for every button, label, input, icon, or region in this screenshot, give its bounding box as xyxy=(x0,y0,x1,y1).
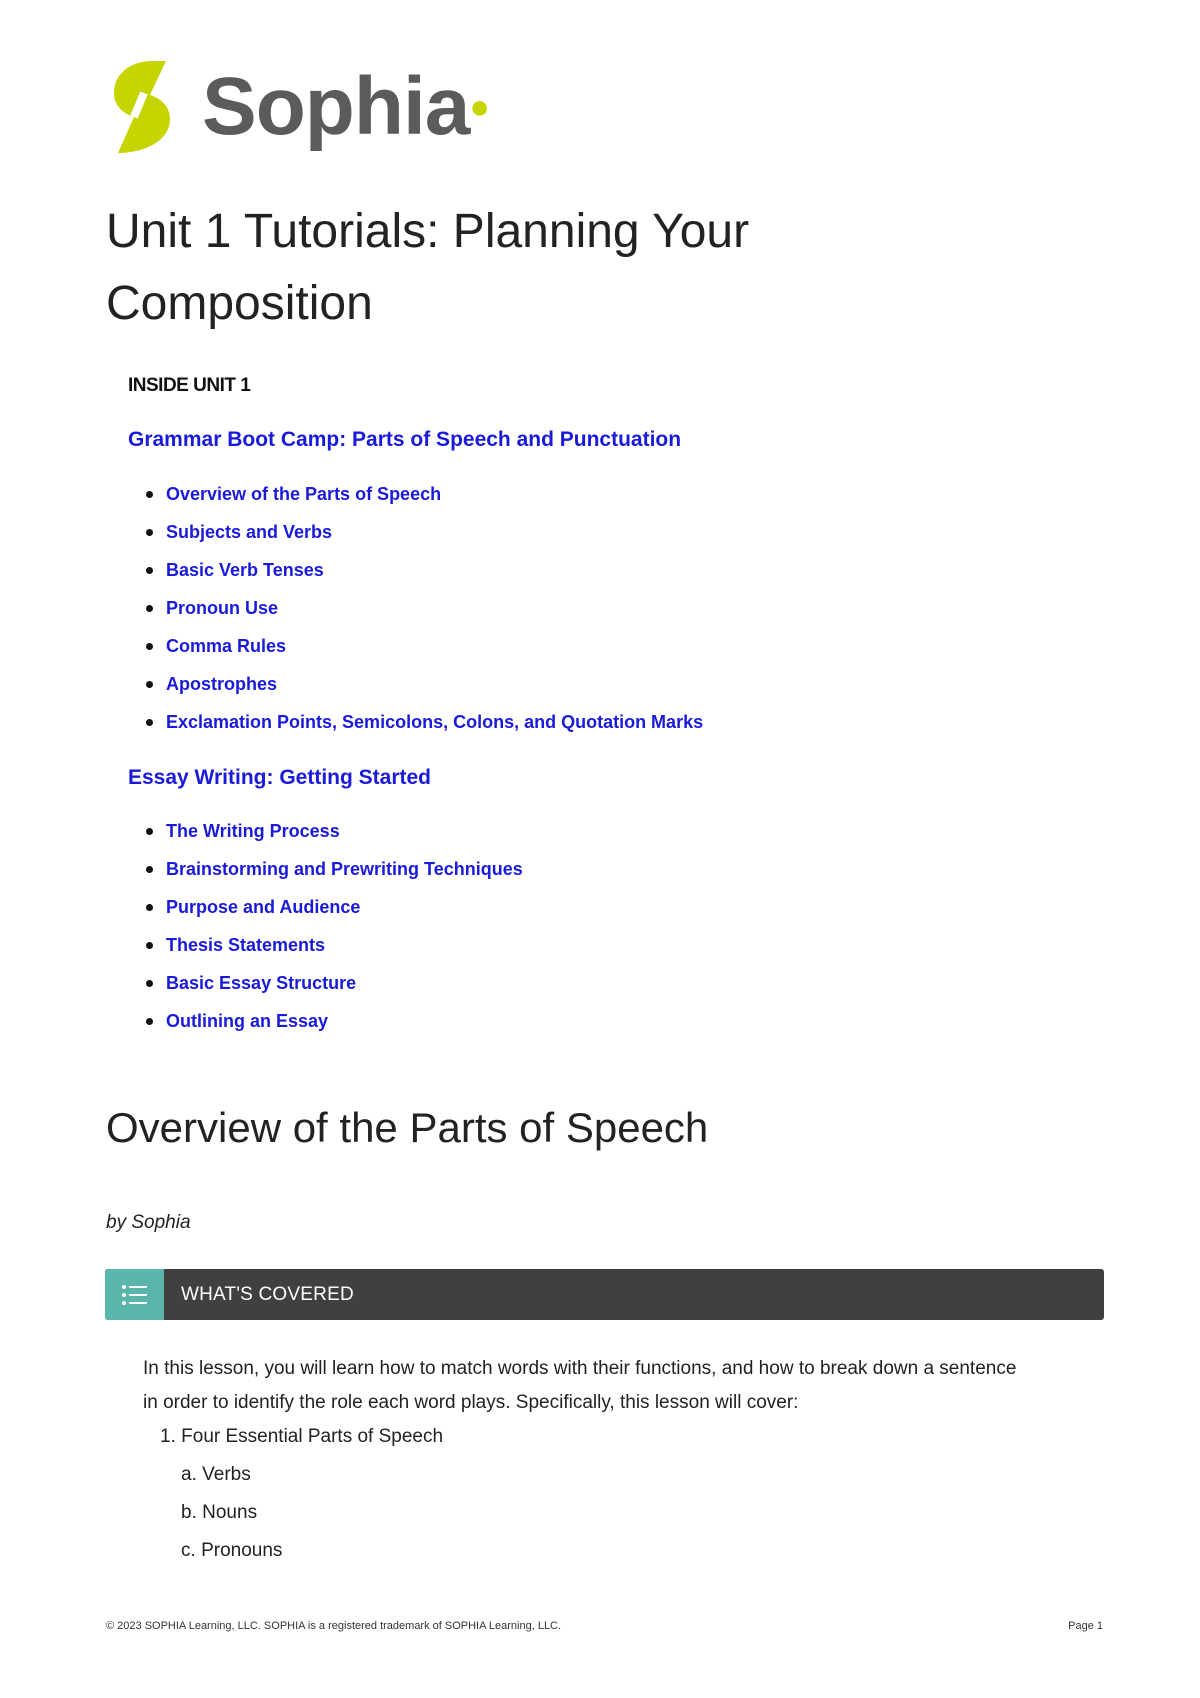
lesson-title: Overview of the Parts of Speech xyxy=(106,1104,709,1151)
link-outlining-essay[interactable]: Outlining an Essay xyxy=(146,1002,523,1040)
inside-unit-label: INSIDE UNIT 1 xyxy=(128,375,251,396)
list-icon xyxy=(105,1269,164,1320)
link-pronoun-use[interactable]: Pronoun Use xyxy=(146,589,703,627)
section-link-grammar-boot-camp[interactable]: Grammar Boot Camp: Parts of Speech and Punctuation xyxy=(128,428,682,451)
outline-item xyxy=(181,1502,257,1524)
outline-item xyxy=(181,1464,251,1486)
link-apostrophes[interactable]: Apostrophes xyxy=(146,665,703,703)
link-purpose-audience[interactable]: Purpose and Audience xyxy=(146,888,523,926)
essay-links-list xyxy=(146,812,523,1040)
outline-item xyxy=(181,1540,282,1562)
link-comma-rules[interactable]: Comma Rules xyxy=(146,627,703,665)
link-thesis-statements[interactable]: Thesis Statements xyxy=(146,926,523,964)
link-basic-verb-tenses[interactable]: Basic Verb Tenses xyxy=(146,551,703,589)
outline-text: Four Essential Parts of Speech xyxy=(181,1426,444,1447)
link-overview-parts-of-speech[interactable]: Overview of the Parts of Speech xyxy=(146,475,703,513)
document-title: Unit 1 Tutorials: Planning Your Composition xyxy=(106,205,750,330)
outline-text: Nouns xyxy=(202,1502,258,1523)
sophia-logo xyxy=(104,56,490,158)
outline-marker: b. xyxy=(181,1502,197,1523)
outline-item xyxy=(160,1426,443,1448)
whats-covered-bar xyxy=(105,1269,1104,1320)
link-basic-essay-structure[interactable]: Basic Essay Structure xyxy=(146,964,523,1002)
outline-marker: 1. xyxy=(160,1426,176,1447)
link-exclamation-points[interactable]: Exclamation Points, Semicolons, Colons, and Quotation Marks xyxy=(146,703,703,741)
grammar-links-list xyxy=(146,475,703,741)
link-writing-process[interactable]: The Writing Process xyxy=(146,812,523,850)
sophia-logo-icon xyxy=(104,57,180,157)
footer-copyright: © 2023 SOPHIA Learning, LLC. SOPHIA is a registered trademark of SOPHIA Learning, LLC. xyxy=(106,1620,562,1632)
byline: by Sophia xyxy=(106,1212,191,1233)
footer-page-number: Page 1 xyxy=(1068,1620,1103,1632)
section-link-essay-writing[interactable]: Essay Writing: Getting Started xyxy=(128,766,431,789)
sophia-logo-dot: ● xyxy=(469,87,490,126)
sophia-logo-text: Sophia xyxy=(202,61,470,152)
outline-marker: c. xyxy=(181,1540,196,1561)
outline-text: Verbs xyxy=(202,1464,251,1485)
link-subjects-and-verbs[interactable]: Subjects and Verbs xyxy=(146,513,703,551)
whats-covered-label: WHAT'S COVERED xyxy=(181,1283,354,1305)
link-brainstorming[interactable]: Brainstorming and Prewriting Techniques xyxy=(146,850,523,888)
lesson-intro: In this lesson, you will learn how to match words with their functions, and how to break down a sentence in order to identify the role each word plays. Specifically, this lesson will cover: xyxy=(143,1358,1017,1413)
outline-marker: a. xyxy=(181,1464,197,1485)
outline-text: Pronouns xyxy=(201,1540,283,1561)
